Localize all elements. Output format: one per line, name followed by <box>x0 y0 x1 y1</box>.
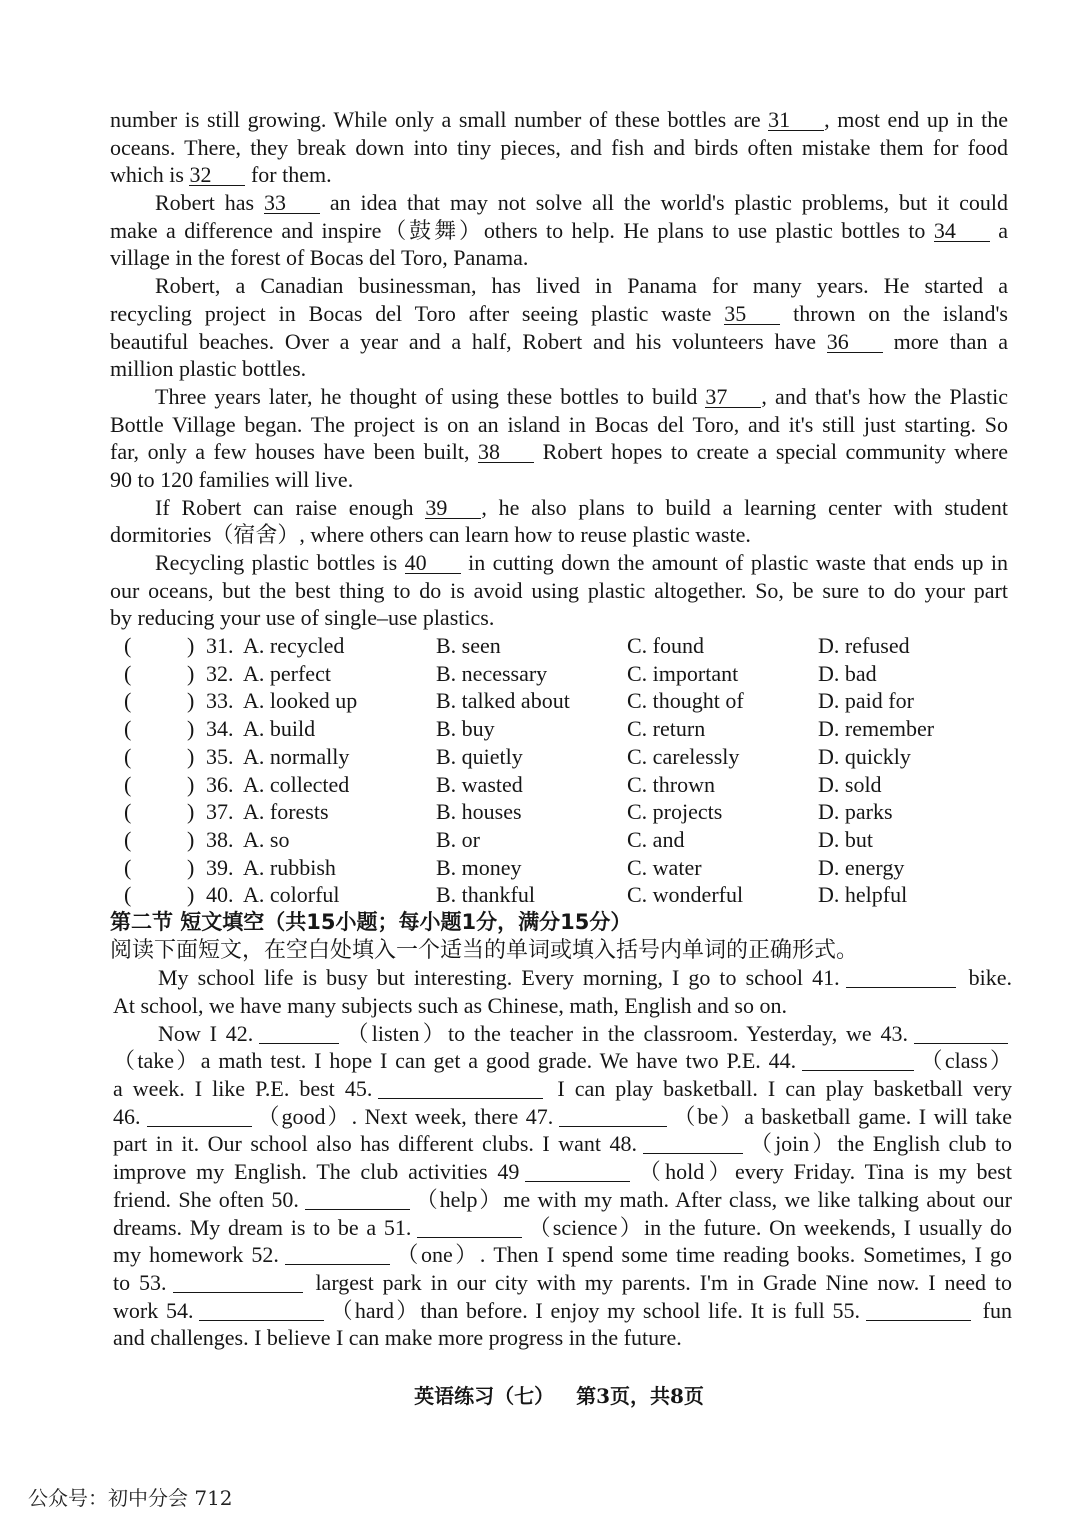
choice-c: C. thought of <box>627 688 744 714</box>
choice-b: B. necessary <box>436 660 548 686</box>
answer-blank: 33 <box>264 193 320 214</box>
passage-text: village in the forest of Bocas del Toro, Panama. <box>110 245 529 271</box>
answer-blank <box>497 1159 634 1184</box>
option-row <box>110 826 1008 854</box>
passage-text: recycling project in Bocas del Toro after seeing plastic waste <box>110 300 725 326</box>
answer-blank: 39 <box>425 498 481 519</box>
passage-text: I can play basketball. I can play basketball very <box>547 1076 1012 1102</box>
answer-blank <box>769 1048 919 1073</box>
paragraph <box>110 189 1008 272</box>
option-row <box>110 771 1008 799</box>
choice-a: A. normally <box>243 743 350 769</box>
question-number: 50. <box>271 1186 299 1212</box>
text-line <box>110 355 1008 383</box>
paragraph <box>110 272 1008 383</box>
answer-blank <box>271 1187 414 1212</box>
passage-text: （take）a math test. I hope I can get a good grade. We have two P.E. <box>113 1048 769 1074</box>
answer-bracket-open: ( <box>124 826 132 852</box>
exam-content <box>110 106 1012 1352</box>
answer-blank <box>251 1242 394 1267</box>
passage-text: in cutting down the amount of plastic waste that ends up in <box>460 550 1008 575</box>
text-line <box>110 161 1008 189</box>
passage-text: Recycling plastic bottles is <box>155 550 405 575</box>
question-number: 39. <box>206 854 234 880</box>
answer-blank <box>384 1215 527 1240</box>
choice-a: A. colorful <box>243 882 340 908</box>
answer-line <box>199 1320 324 1321</box>
text-line <box>110 494 1008 522</box>
passage-text: by reducing your use of single–use plastics. <box>110 605 495 631</box>
text-line <box>113 964 1012 992</box>
question-number: 35. <box>206 743 234 769</box>
text-line <box>113 992 1012 1020</box>
passage-text: part in it. Our school also has different clubs. I want <box>113 1131 610 1157</box>
answer-blank <box>113 1104 256 1129</box>
passage-text: largest park in our city with my parents. I'm in Grade Nine now. I need to <box>306 1269 1012 1295</box>
choice-b: B. buy <box>436 716 495 742</box>
paragraph <box>110 494 1008 549</box>
passage-text: and challenges. I believe I can make more progress in the future. <box>113 1325 682 1351</box>
answer-bracket-open: ( <box>124 882 132 908</box>
passage-text: My school life is busy but interesting. Every morning, I go to school <box>158 965 813 991</box>
text-line <box>110 134 1008 162</box>
option-row <box>110 798 1008 826</box>
choice-b: B. or <box>436 826 480 852</box>
text-line <box>110 106 1008 134</box>
choice-a: A. perfect <box>243 660 331 686</box>
text-line <box>110 189 1008 217</box>
answer-blank <box>610 1131 748 1156</box>
choice-d: D. helpful <box>818 882 908 908</box>
text-line <box>113 1241 1012 1269</box>
choice-c: C. wonderful <box>627 882 744 908</box>
answer-line <box>559 1126 667 1127</box>
text-line <box>113 1186 1012 1214</box>
passage-text: Robert has <box>155 190 264 216</box>
passage-text: work <box>113 1297 166 1323</box>
choice-b: B. money <box>436 854 522 880</box>
text-line <box>110 438 1008 466</box>
question-number: 34. <box>206 716 234 742</box>
passage-text: bike. <box>959 965 1012 991</box>
answer-bracket-open: ( <box>124 716 132 742</box>
answer-bracket-open: ( <box>124 660 132 686</box>
answer-bracket-close: ) <box>187 882 195 908</box>
answer-bracket-close: ) <box>187 826 195 852</box>
question-number: 52. <box>251 1242 279 1268</box>
watermark-text: 公众号：初中分会 712 <box>28 1486 233 1510</box>
passage-text: which is <box>110 162 190 188</box>
text-line <box>113 1158 1012 1186</box>
answer-blank <box>832 1298 975 1323</box>
answer-bracket-open: ( <box>124 633 132 659</box>
answer-blank <box>166 1298 329 1323</box>
answer-blank: 32 <box>189 165 245 186</box>
answer-bracket-close: ) <box>187 716 195 742</box>
passage-text: （listen）to the teacher in the classroom. Yesterday, we <box>343 1020 881 1046</box>
question-number: 37. <box>206 799 234 825</box>
option-row <box>110 715 1008 743</box>
answer-bracket-close: ) <box>187 743 195 769</box>
section-instruction: 阅读下面短文，在空白处填入一个适当的单词或填入括号内单词的正确形式。 <box>110 937 859 963</box>
answer-line <box>285 1264 390 1265</box>
choice-b: B. thankful <box>436 882 535 908</box>
passage-text: thrown on the island's <box>780 300 1008 326</box>
choice-c: C. water <box>627 854 702 880</box>
choice-d: D. parks <box>818 799 893 825</box>
passage-text: make a difference and inspire（鼓舞）others to help. He plans to use plastic bottles to <box>110 217 934 243</box>
text-line <box>110 383 1008 411</box>
answer-line <box>305 1209 410 1210</box>
answer-line <box>525 1181 630 1182</box>
option-row <box>110 660 1008 688</box>
answer-line <box>259 1043 339 1044</box>
choice-c: C. projects <box>627 799 723 825</box>
passage-text: far, only a few houses have been built, <box>110 439 479 465</box>
text-line <box>110 300 1008 328</box>
choice-a: A. collected <box>243 771 350 797</box>
answer-blank <box>812 965 960 990</box>
paragraph <box>110 106 1008 189</box>
question-number: 36. <box>206 771 234 797</box>
choice-d: D. refused <box>818 633 910 659</box>
text-line <box>110 604 1008 632</box>
answer-blank: 36 <box>827 332 883 353</box>
answer-line <box>846 987 956 988</box>
passage-text: （join）the English club to <box>747 1131 1012 1157</box>
choice-a: A. build <box>243 716 316 742</box>
passage-text: a <box>989 217 1008 243</box>
question-number: 44. <box>768 1048 797 1074</box>
text-line <box>113 1020 1012 1048</box>
paragraph <box>113 1020 1012 1352</box>
choice-d: D. remember <box>818 716 935 742</box>
answer-line <box>147 1126 252 1127</box>
answer-line <box>417 1237 522 1238</box>
passage-text: Robert, a Canadian businessman, has lived in Panama for many years. He started a <box>155 273 1008 299</box>
passage-text: Robert hopes to create a special community where <box>534 439 1008 465</box>
passage-text: dreams. My dream is to be a <box>113 1214 384 1240</box>
passage-text: （class） <box>918 1048 1012 1074</box>
text-line <box>110 577 1008 605</box>
text-line <box>110 411 1008 439</box>
answer-blank <box>345 1076 548 1101</box>
text-line <box>113 1214 1012 1242</box>
text-line <box>110 466 1008 494</box>
text-line <box>110 521 1008 549</box>
question-number: 41. <box>812 965 840 991</box>
question-number: 42. <box>225 1020 254 1046</box>
answer-bracket-close: ) <box>187 799 195 825</box>
question-number: 43. <box>880 1020 908 1046</box>
choice-d: D. sold <box>818 771 882 797</box>
choice-c: C. and <box>627 826 685 852</box>
text-line <box>113 1075 1012 1103</box>
option-row <box>110 881 1008 909</box>
text-line <box>110 549 1008 577</box>
text-line <box>113 1297 1012 1325</box>
choice-a: A. forests <box>243 799 329 825</box>
answer-blank <box>226 1021 344 1046</box>
answer-line <box>173 1292 303 1293</box>
passage-text: Now I <box>158 1020 226 1046</box>
passage-text: （science）in the future. On weekends, I usually do <box>526 1214 1012 1240</box>
cloze-passage <box>110 106 1008 632</box>
passage-text: a week. I like P.E. best <box>113 1076 345 1102</box>
passage-text: At school, we have many subjects such as Chinese, math, English and so on. <box>113 993 787 1018</box>
text-line <box>110 272 1008 300</box>
answer-line <box>866 1320 971 1321</box>
passage-text: （be）a basketball game. I will take <box>671 1103 1012 1129</box>
footer-title: 英语练习（七） <box>414 1384 555 1408</box>
question-number: 49 <box>497 1159 520 1185</box>
choice-c: C. thrown <box>627 771 715 797</box>
choice-b: B. houses <box>436 799 522 825</box>
choice-a: A. looked up <box>243 688 358 714</box>
passage-text: （help）me with my math. After class, we like talking about our <box>413 1186 1012 1212</box>
passage-text: my homework <box>113 1242 252 1268</box>
passage-text: number is still growing. While only a small number of these bottles are <box>110 107 769 132</box>
passage-text: to <box>113 1269 140 1295</box>
passage-text: （one）. Then I spend some time reading books. Sometimes, I go <box>393 1242 1012 1268</box>
passage-text: our oceans, but the best thing to do is avoid using plastic altogether. So, be sure to do your part <box>110 577 1008 603</box>
answer-blank: 34 <box>934 221 990 242</box>
cloze-options <box>110 632 1008 909</box>
text-line <box>110 244 1008 272</box>
answer-blank <box>139 1270 307 1295</box>
question-number: 33. <box>206 688 234 714</box>
answer-bracket-open: ( <box>124 743 132 769</box>
choice-b: B. wasted <box>436 771 523 797</box>
passage-text: Bottle Village began. The project is on an island in Bocas del Toro, and it's still just starting. So <box>110 411 1008 437</box>
choice-a: A. recycled <box>243 633 345 659</box>
paragraph <box>113 964 1012 1019</box>
answer-blank: 31 <box>768 110 824 131</box>
choice-d: D. but <box>818 826 873 852</box>
text-line <box>113 1103 1012 1131</box>
option-row <box>110 743 1008 771</box>
choice-d: D. energy <box>818 854 905 880</box>
choice-d: D. bad <box>818 660 877 686</box>
passage-text: fun <box>974 1297 1012 1323</box>
answer-blank <box>881 1021 1013 1046</box>
passage-text: 90 to 120 families will live. <box>110 466 354 492</box>
paragraph <box>110 383 1008 494</box>
passage-text: friend. She often <box>113 1186 272 1212</box>
choice-b: B. quietly <box>436 743 523 769</box>
answer-blank <box>526 1104 672 1129</box>
answer-blank: 37 <box>705 387 761 408</box>
question-number: 55. <box>832 1297 860 1323</box>
passage-text: million plastic bottles. <box>110 356 307 382</box>
question-number: 51. <box>383 1214 412 1240</box>
answer-line <box>643 1153 743 1154</box>
option-row <box>110 854 1008 882</box>
answer-line <box>914 1043 1008 1044</box>
text-line <box>113 1130 1012 1158</box>
answer-bracket-close: ) <box>187 688 195 714</box>
text-line <box>113 1269 1012 1297</box>
question-number: 31. <box>206 633 234 659</box>
section-heading: 第二节 短文填空（共15小题；每小题1分，满分15分） <box>110 909 632 934</box>
footer-page-number: 第3页，共8页 <box>576 1384 704 1408</box>
passage-text: for them. <box>245 162 332 188</box>
answer-bracket-close: ) <box>187 771 195 797</box>
answer-bracket-close: ) <box>187 660 195 686</box>
passage-text: oceans. There, they break down into tiny pieces, and fish and birds often mistake them for food <box>110 134 1008 160</box>
question-number: 54. <box>165 1297 194 1323</box>
passage-text: dormitories（宿舍）, where others can learn how to reuse plastic waste. <box>110 522 751 548</box>
choice-a: A. so <box>243 826 290 852</box>
passage-text: （hold）every Friday. Tina is my best <box>634 1159 1012 1185</box>
passage-text: , he also plans to build a learning center with student <box>481 494 1008 520</box>
question-number: 48. <box>609 1131 638 1157</box>
answer-line <box>378 1098 543 1099</box>
answer-blank: 40 <box>405 553 461 574</box>
question-number: 47. <box>525 1103 554 1129</box>
answer-blank: 35 <box>724 304 780 325</box>
passage-text: more than a <box>882 328 1008 354</box>
question-number: 53. <box>139 1269 167 1295</box>
answer-bracket-open: ( <box>124 854 132 880</box>
option-row <box>110 632 1008 660</box>
question-number: 46. <box>113 1103 141 1129</box>
paragraph <box>110 549 1008 632</box>
choice-d: D. paid for <box>818 688 914 714</box>
passage-text: Three years later, he thought of using these bottles to build <box>155 383 706 409</box>
answer-bracket-close: ) <box>187 633 195 659</box>
choice-c: C. found <box>627 633 704 659</box>
choice-b: B. talked about <box>436 688 570 714</box>
option-row <box>110 687 1008 715</box>
passage-text: improve my English. The club activities <box>113 1159 498 1185</box>
passage-text: an idea that may not solve all the world's plastic problems, but it could <box>319 190 1008 216</box>
answer-bracket-open: ( <box>124 688 132 714</box>
text-line <box>113 1047 1012 1075</box>
answer-bracket-close: ) <box>187 854 195 880</box>
answer-bracket-open: ( <box>124 771 132 797</box>
choice-c: C. return <box>627 716 706 742</box>
choice-c: C. important <box>627 660 739 686</box>
choice-a: A. rubbish <box>243 854 336 880</box>
text-line <box>113 1324 1012 1352</box>
passage-text: （good）. Next week, there <box>255 1103 526 1129</box>
passage-text: , most end up in the <box>824 107 1008 132</box>
page-footer <box>110 1383 1008 1409</box>
question-number: 32. <box>206 660 234 686</box>
question-number: 40. <box>206 882 234 908</box>
passage-text: If Robert can raise enough <box>155 494 426 520</box>
passage-text: （hard）than before. I enjoy my school life. It is full <box>328 1297 833 1323</box>
text-line <box>110 328 1008 356</box>
passage-text: , and that's how the Plastic <box>761 383 1008 409</box>
choice-c: C. carelessly <box>627 743 740 769</box>
choice-b: B. seen <box>436 633 501 659</box>
question-number: 45. <box>344 1076 373 1102</box>
passage-text: beautiful beaches. Over a year and a half, Robert and his volunteers have <box>110 328 827 354</box>
answer-line <box>802 1070 914 1071</box>
text-line <box>110 217 1008 245</box>
choice-d: D. quickly <box>818 743 911 769</box>
fill-in-passage <box>113 964 1012 1352</box>
question-number: 38. <box>206 826 234 852</box>
answer-blank: 38 <box>478 442 534 463</box>
answer-bracket-open: ( <box>124 799 132 825</box>
